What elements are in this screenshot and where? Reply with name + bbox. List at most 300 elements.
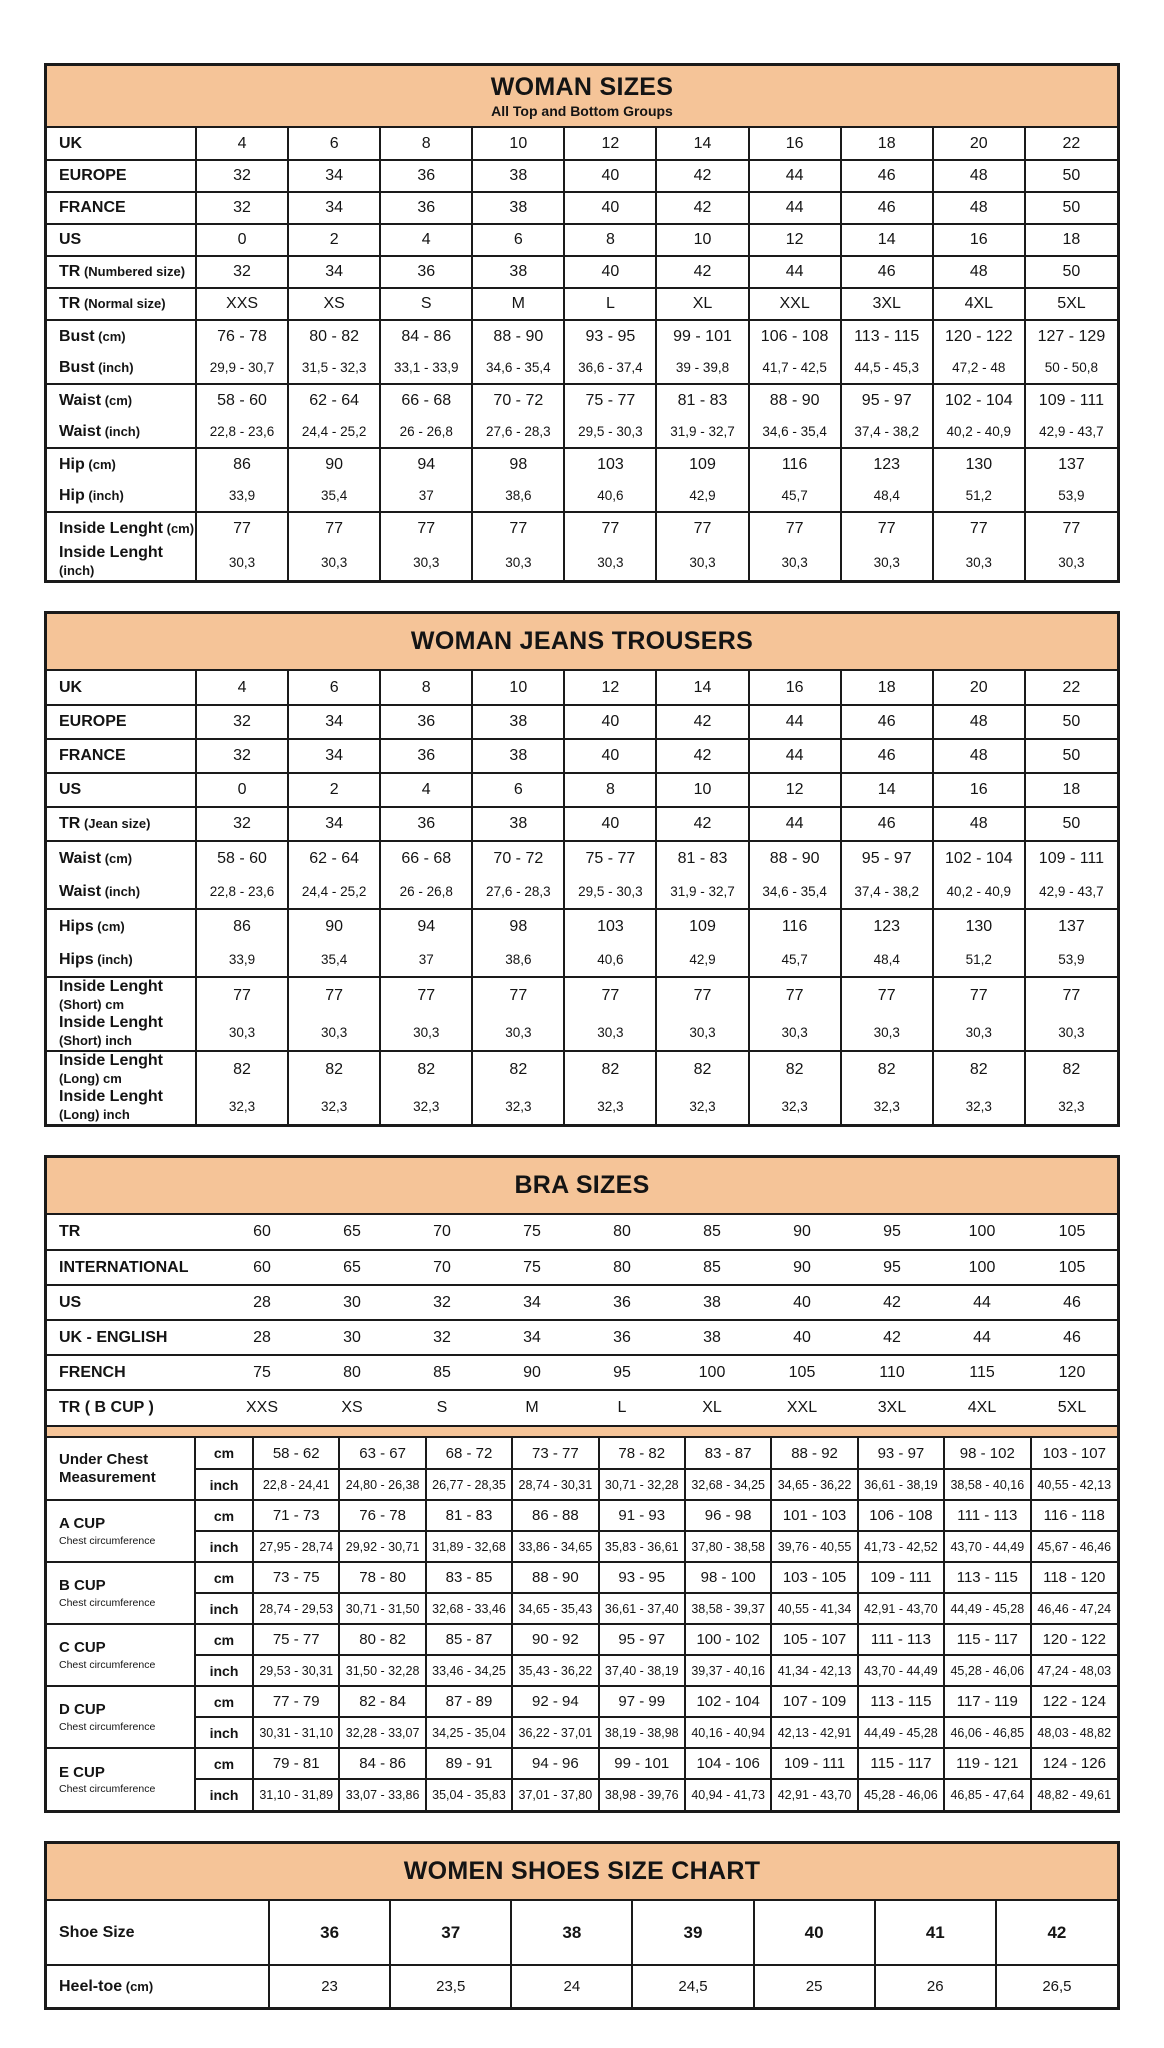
size-value: 90 [487, 1355, 577, 1390]
cup-name: Under Chest Measurement [59, 1451, 156, 1486]
row-label-text: TR [59, 295, 81, 312]
size-value: XXL [749, 288, 841, 320]
size-value: 77 [564, 977, 656, 1014]
row-label-unit: (cm) [101, 392, 133, 408]
size-value: 32,28 - 33,07 [339, 1717, 425, 1748]
size-value: 75 [523, 1223, 541, 1240]
size-value: L [564, 288, 656, 320]
size-value: 77 [749, 977, 841, 1014]
size-value: 30,3 [933, 544, 1025, 580]
size-value: 8 [380, 128, 472, 160]
table-row [47, 1355, 1117, 1390]
size-value: 84 - 86 [380, 320, 472, 352]
row-label-text: UK - ENGLISH [59, 1328, 168, 1346]
row-label-text: FRANCE [59, 199, 126, 216]
size-value: 98 - 100 [685, 1562, 771, 1593]
size-value: 40,55 - 41,34 [771, 1593, 857, 1624]
shoes-section [44, 1841, 1120, 2010]
size-value: 32,3 [472, 1088, 564, 1124]
size-value: 107 - 109 [771, 1686, 857, 1717]
row-label-unit: (inch) [93, 951, 133, 967]
size-value: 73 - 75 [253, 1562, 339, 1593]
size-value: 77 [933, 512, 1025, 544]
size-value: 16 [749, 128, 841, 160]
size-value: 103 - 107 [1031, 1438, 1117, 1469]
table-row [47, 192, 1117, 224]
size-value: 88 - 92 [771, 1438, 857, 1469]
row-label [47, 160, 196, 192]
size-value: 42,9 - 43,7 [1025, 875, 1117, 909]
size-value: 30,71 - 32,28 [599, 1469, 685, 1500]
unit-cell: cm [195, 1438, 253, 1469]
cup-name: C CUP [59, 1639, 106, 1657]
size-value: 44 [937, 1320, 1027, 1355]
size-value: 95 - 97 [599, 1624, 685, 1655]
size-value: 23 [269, 1965, 390, 2007]
size-value: 40 [754, 1901, 875, 1965]
size-value: 104 - 106 [685, 1748, 771, 1779]
size-value: 30,3 [841, 544, 933, 580]
size-value: 34 [487, 1285, 577, 1320]
size-value: 34 [288, 739, 380, 773]
size-value: 68 - 72 [426, 1438, 512, 1469]
size-value: 105 [1058, 1223, 1086, 1240]
size-value: 16 [933, 773, 1025, 807]
size-value: 48 [933, 160, 1025, 192]
size-value: 50 [1025, 807, 1117, 841]
row-label-text: TR [59, 1223, 81, 1240]
size-value: 30,3 [472, 1014, 564, 1051]
jeans-header [47, 614, 1117, 671]
size-value: 27,6 - 28,3 [472, 416, 564, 448]
row-label-unit: (Jean size) [80, 816, 151, 831]
size-value: 120 - 122 [933, 320, 1025, 352]
size-value: 123 [841, 448, 933, 480]
size-value: 77 [841, 977, 933, 1014]
size-value: 6 [472, 224, 564, 256]
size-value: 30,3 [841, 1014, 933, 1051]
size-value: 36,6 - 37,4 [564, 352, 656, 384]
shoes-title: WOMEN SHOES SIZE CHART [403, 1857, 761, 1885]
size-value: 44 [937, 1285, 1027, 1320]
row-label-unit: (inch) [84, 487, 124, 503]
size-value: 92 - 94 [512, 1686, 598, 1717]
size-value: 41,34 - 42,13 [771, 1655, 857, 1686]
size-value: 42,9 - 43,7 [1025, 416, 1117, 448]
row-label-text: Inside Lenght [59, 978, 163, 995]
size-value: 82 [380, 1051, 472, 1088]
size-value: XXS [196, 288, 288, 320]
size-value: 40,55 - 42,13 [1031, 1469, 1117, 1500]
table-row [47, 416, 1117, 448]
cup-label [47, 1624, 195, 1686]
size-value: 4 [380, 224, 472, 256]
table-row [47, 1215, 1117, 1250]
size-value: 32 [196, 807, 288, 841]
size-value: 34,25 - 35,04 [426, 1717, 512, 1748]
size-value: 32,3 [933, 1088, 1025, 1124]
size-value: 48 [933, 739, 1025, 773]
size-value: 95 - 97 [841, 384, 933, 416]
size-value: 36 [380, 739, 472, 773]
size-value: 58 - 60 [196, 384, 288, 416]
row-label [47, 544, 196, 580]
size-value: 51,2 [933, 480, 1025, 512]
cup-subtitle: Chest circumference [59, 1720, 156, 1733]
woman-sizes-header [47, 66, 1117, 128]
size-value: 70 [397, 1250, 487, 1285]
woman-sizes-section [44, 63, 1120, 583]
row-label [47, 841, 196, 875]
size-value: 30,3 [749, 1014, 841, 1051]
size-value: 34 [288, 192, 380, 224]
size-value: 75 [217, 1355, 307, 1390]
size-value: 60 [217, 1250, 307, 1285]
size-value: 99 - 101 [656, 320, 748, 352]
size-value: XL [667, 1390, 757, 1425]
size-value: 14 [841, 224, 933, 256]
size-value: 46 [1027, 1320, 1117, 1355]
row-label-text: US [59, 1293, 82, 1311]
size-value: 38 [472, 192, 564, 224]
size-value: 30,3 [1025, 1014, 1117, 1051]
size-value: 85 [703, 1223, 721, 1240]
table-row [47, 1088, 1117, 1124]
size-value: 2 [288, 773, 380, 807]
size-value: XS [307, 1390, 397, 1425]
unit-cell: inch [195, 1717, 253, 1748]
size-value: 6 [288, 128, 380, 160]
size-value: 24,80 - 26,38 [339, 1469, 425, 1500]
size-value: 109 - 111 [858, 1562, 944, 1593]
row-label [47, 807, 196, 841]
row-label [47, 1965, 269, 2007]
row-label [47, 671, 196, 705]
row-label [47, 875, 196, 909]
size-value: 30,71 - 31,50 [339, 1593, 425, 1624]
table-row [47, 128, 1117, 160]
size-value: 115 - 117 [944, 1624, 1030, 1655]
row-label [47, 705, 196, 739]
size-value: 48 [933, 807, 1025, 841]
size-value: 12 [749, 224, 841, 256]
size-value: 88 - 90 [512, 1562, 598, 1593]
size-value: 5XL [1025, 288, 1117, 320]
size-value: 42 [996, 1901, 1117, 1965]
size-value: 38 [667, 1285, 757, 1320]
size-value: 32 [196, 705, 288, 739]
size-value: 77 [196, 977, 288, 1014]
size-value: 38 [511, 1901, 632, 1965]
size-value: 81 - 83 [656, 841, 748, 875]
table-row [47, 1531, 1117, 1562]
unit-cell: cm [195, 1562, 253, 1593]
cup-name: E CUP [59, 1763, 105, 1781]
bra-title: BRA SIZES [514, 1171, 650, 1199]
row-label-text: UK [59, 678, 83, 696]
size-value: 48 [933, 705, 1025, 739]
size-value: 44 [749, 807, 841, 841]
size-value: 41,7 - 42,5 [749, 352, 841, 384]
size-value: 78 - 82 [599, 1438, 685, 1469]
size-value: 44 [749, 705, 841, 739]
woman-sizes-subtitle: All Top and Bottom Groups [491, 103, 673, 119]
size-value: 90 [288, 448, 380, 480]
size-value: 71 - 73 [253, 1500, 339, 1531]
size-value: 82 [196, 1051, 288, 1088]
size-value: 58 - 60 [196, 841, 288, 875]
size-value: 33,9 [196, 480, 288, 512]
size-value: 40,2 - 40,9 [933, 416, 1025, 448]
size-value: 103 [564, 909, 656, 943]
size-value: 62 - 64 [288, 841, 380, 875]
row-label-unit: (Long) cm [59, 1071, 122, 1086]
size-value: 36 [269, 1901, 390, 1965]
size-value: 32 [397, 1320, 487, 1355]
row-label-unit: (inch) [101, 883, 141, 899]
table-row [47, 1051, 1117, 1088]
unit-cell: inch [195, 1531, 253, 1562]
size-value: 77 [933, 977, 1025, 1014]
size-value: 78 - 80 [339, 1562, 425, 1593]
size-value: 37,01 - 37,80 [512, 1779, 598, 1810]
row-label-text: UK [59, 134, 83, 152]
size-value: 46 [841, 807, 933, 841]
size-value: 8 [380, 671, 472, 705]
row-label-unit: (inch) [101, 423, 141, 439]
size-value: 99 - 101 [599, 1748, 685, 1779]
size-value: 36,61 - 37,40 [599, 1593, 685, 1624]
size-value: 48,82 - 49,61 [1031, 1779, 1117, 1810]
size-value: 22,8 - 24,41 [253, 1469, 339, 1500]
row-label [47, 943, 196, 977]
size-value: 116 [749, 909, 841, 943]
row-label [47, 773, 196, 807]
size-value: 105 [1027, 1250, 1117, 1285]
size-value: 63 - 67 [339, 1438, 425, 1469]
table-row [47, 1320, 1117, 1355]
size-value: 120 [1027, 1355, 1117, 1390]
size-value: 110 [847, 1355, 937, 1390]
row-label-text: EUROPE [59, 713, 127, 730]
size-value: 35,04 - 35,83 [426, 1779, 512, 1810]
size-value: 98 - 102 [944, 1438, 1030, 1469]
size-value: 32,3 [841, 1088, 933, 1124]
size-value: 75 [487, 1250, 577, 1285]
row-label-unit: (inch) [59, 563, 95, 578]
row-label-text: TR [59, 815, 81, 832]
table-row [47, 1686, 1117, 1717]
size-value: 42,13 - 42,91 [771, 1717, 857, 1748]
size-value: 29,9 - 30,7 [196, 352, 288, 384]
size-value: 36 [380, 256, 472, 288]
size-value: 37,40 - 38,19 [599, 1655, 685, 1686]
table-row [47, 977, 1117, 1014]
size-value: 137 [1025, 448, 1117, 480]
row-label-unit: (cm) [101, 850, 133, 866]
row-label-unit: (Long) inch [59, 1107, 130, 1122]
row-label-unit: (Short) cm [59, 997, 124, 1012]
size-value: 66 - 68 [380, 384, 472, 416]
size-value: 87 - 89 [426, 1686, 512, 1717]
size-value: 33,1 - 33,9 [380, 352, 472, 384]
row-label-text: TR ( B CUP ) [59, 1399, 154, 1416]
size-value: 36,22 - 37,01 [512, 1717, 598, 1748]
size-value: 40 [564, 807, 656, 841]
size-value: 24,5 [632, 1965, 753, 2007]
size-value: 42 [847, 1285, 937, 1320]
size-value: 48 [933, 256, 1025, 288]
size-value: 4XL [937, 1390, 1027, 1425]
size-value: M [487, 1390, 577, 1425]
size-value: 43,70 - 44,49 [858, 1655, 944, 1686]
cup-name: B CUP [59, 1577, 106, 1595]
jeans-section [44, 611, 1120, 1127]
size-value: 0 [196, 773, 288, 807]
size-value: 4 [380, 773, 472, 807]
table-row [47, 1901, 1117, 1965]
size-value: 32,3 [656, 1088, 748, 1124]
size-value: 90 [757, 1250, 847, 1285]
size-value: 2 [288, 224, 380, 256]
size-value: 82 [472, 1051, 564, 1088]
size-value: 30,3 [380, 1014, 472, 1051]
size-value: 80 [577, 1250, 667, 1285]
size-value: 31,9 - 32,7 [656, 875, 748, 909]
size-value: 65 [307, 1250, 397, 1285]
row-label [47, 1901, 269, 1965]
table-row [47, 512, 1117, 544]
size-value: 22,8 - 23,6 [196, 875, 288, 909]
row-label-text: Bust [59, 327, 95, 345]
size-value: 77 [380, 512, 472, 544]
size-value: 105 - 107 [771, 1624, 857, 1655]
size-value: 18 [1025, 224, 1117, 256]
row-label [47, 384, 196, 416]
row-label [47, 1285, 217, 1320]
table-row [47, 671, 1117, 705]
size-value: 46 [841, 739, 933, 773]
size-value: 115 - 117 [858, 1748, 944, 1779]
size-value: 113 - 115 [944, 1562, 1030, 1593]
size-value: 38,6 [472, 480, 564, 512]
size-value: 34,6 - 35,4 [472, 352, 564, 384]
row-label [47, 1215, 217, 1250]
row-label [47, 1051, 196, 1088]
size-value: 90 [288, 909, 380, 943]
size-value: 8 [564, 773, 656, 807]
size-value: 38,58 - 39,37 [685, 1593, 771, 1624]
size-value: 30,3 [749, 544, 841, 580]
size-value: 26,77 - 28,35 [426, 1469, 512, 1500]
size-value: 27,95 - 28,74 [253, 1531, 339, 1562]
size-value: 46 [841, 192, 933, 224]
table-row [47, 448, 1117, 480]
size-value: 46 [841, 705, 933, 739]
size-value: 3XL [841, 288, 933, 320]
size-value: 38 [472, 807, 564, 841]
size-value: 101 - 103 [771, 1500, 857, 1531]
row-label [47, 256, 196, 288]
row-label [47, 739, 196, 773]
size-value: 106 - 108 [749, 320, 841, 352]
size-value: 76 - 78 [196, 320, 288, 352]
size-value: 40,2 - 40,9 [933, 875, 1025, 909]
row-label-unit: (cm) [94, 328, 126, 344]
size-value: 4 [196, 128, 288, 160]
row-label-text: Shoe Size [59, 1923, 135, 1941]
size-value: 48,4 [841, 943, 933, 977]
size-value: 34,6 - 35,4 [749, 416, 841, 448]
row-label [47, 192, 196, 224]
size-value: 100 [937, 1250, 1027, 1285]
size-value: 16 [933, 224, 1025, 256]
size-value: 8 [564, 224, 656, 256]
jeans-table [47, 671, 1117, 1124]
size-value: 44 [749, 192, 841, 224]
table-row [47, 1250, 1117, 1285]
size-value: 118 - 120 [1031, 1562, 1117, 1593]
size-value: 30,3 [564, 1014, 656, 1051]
bra-header [47, 1158, 1117, 1215]
table-row [47, 1624, 1117, 1655]
unit-cell: inch [195, 1469, 253, 1500]
size-value: 6 [472, 773, 564, 807]
size-value: 77 [564, 512, 656, 544]
size-value: 53,9 [1025, 943, 1117, 977]
size-value: S [397, 1390, 487, 1425]
size-value: 39 [632, 1901, 753, 1965]
row-label [47, 977, 196, 1014]
size-value: 32,3 [380, 1088, 472, 1124]
cup-name: D CUP [59, 1701, 106, 1719]
size-value: 30,3 [196, 1014, 288, 1051]
size-value: 31,89 - 32,68 [426, 1531, 512, 1562]
size-value: 124 - 126 [1031, 1748, 1117, 1779]
size-value: 130 [933, 448, 1025, 480]
table-row [47, 1438, 1117, 1469]
cup-label [47, 1748, 195, 1810]
row-label [47, 352, 196, 384]
size-value: 24,4 - 25,2 [288, 875, 380, 909]
woman-sizes-title: WOMAN SIZES [490, 73, 674, 101]
size-value: 91 - 93 [599, 1500, 685, 1531]
size-value: 90 - 92 [512, 1624, 598, 1655]
table-row [47, 773, 1117, 807]
size-value: 102 - 104 [933, 841, 1025, 875]
size-value: 29,53 - 30,31 [253, 1655, 339, 1686]
size-value: 36 [380, 160, 472, 192]
row-label [47, 1088, 196, 1124]
size-value: XXL [757, 1390, 847, 1425]
size-value: 47,24 - 48,03 [1031, 1655, 1117, 1686]
size-value: 38 [472, 739, 564, 773]
size-value: 20 [933, 671, 1025, 705]
size-value: 103 - 105 [771, 1562, 857, 1593]
row-label-text: FRENCH [59, 1363, 126, 1381]
size-value: 82 [749, 1051, 841, 1088]
size-value: 123 [841, 909, 933, 943]
table-row [47, 1014, 1117, 1051]
size-value: 34 [288, 705, 380, 739]
size-value: 109 [656, 909, 748, 943]
size-value: 80 [307, 1355, 397, 1390]
size-value: 3XL [847, 1390, 937, 1425]
table-row [47, 480, 1117, 512]
table-row [47, 1390, 1117, 1425]
size-value: 34 [288, 160, 380, 192]
row-label [47, 480, 196, 512]
